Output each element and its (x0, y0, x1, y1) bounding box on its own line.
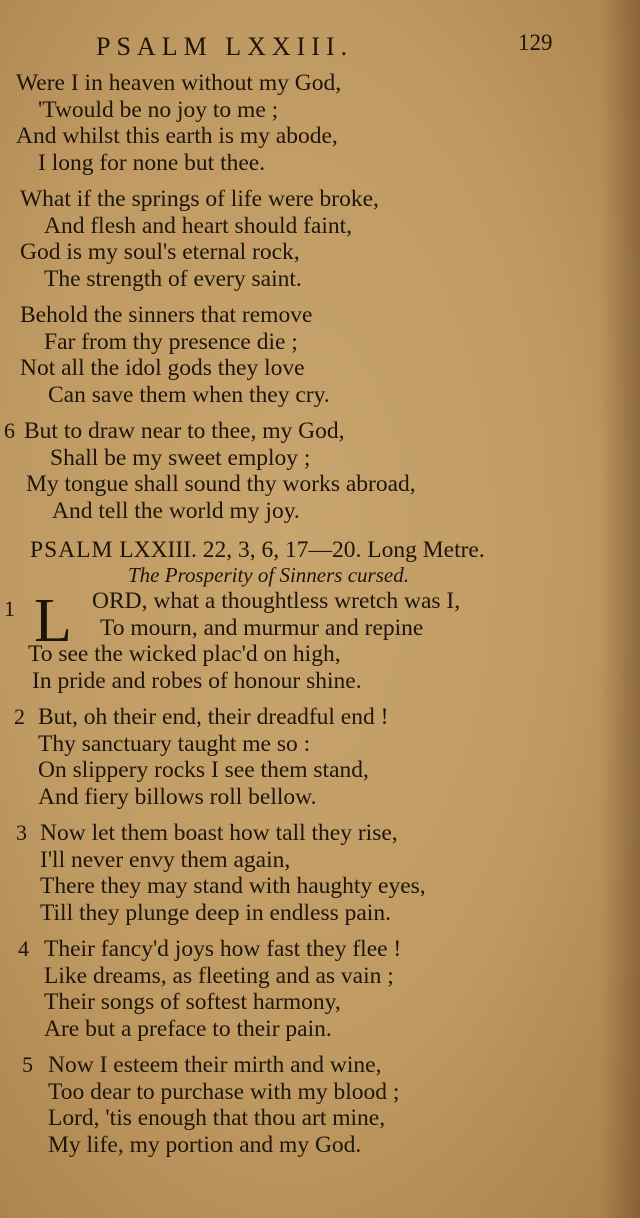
verse-line: Now I esteem their mirth and wine, (48, 1052, 382, 1078)
stanza-1 (0, 588, 640, 694)
psalm-title-text: LXXIII. 22, 3, 6, 17—20. Long Metre. (119, 537, 485, 563)
verse-line: Behold the sinners that remove (20, 302, 313, 328)
verse-line: On slippery rocks I see them stand, (38, 757, 369, 783)
stanza-upper-2 (0, 186, 640, 292)
verse-number: 5 (22, 1052, 33, 1077)
stanza-upper-3 (0, 302, 640, 408)
stanza-5 (0, 1052, 640, 1158)
verse-line: What if the springs of life were broke, (20, 186, 379, 212)
stanza-2 (0, 704, 640, 810)
page-number: 129 (518, 30, 553, 55)
verse-line: God is my soul's eternal rock, (20, 239, 300, 265)
verse-line: And fiery billows roll bellow. (38, 783, 317, 810)
verse-number: 2 (14, 704, 25, 729)
verse-line: Were I in heaven without my God, (16, 70, 342, 96)
stanza-upper-1 (0, 70, 640, 176)
verse-line: Shall be my sweet employ ; (50, 444, 311, 471)
verse-line: Like dreams, as fleeting and as vain ; (44, 962, 394, 989)
psalm-title (0, 536, 640, 564)
running-head: PSALM LXXIII. (96, 32, 354, 61)
verse-line: ORD, what a thoughtless wretch was I, (92, 588, 461, 614)
verse-number: 4 (18, 936, 29, 961)
verse-line: There they may stand with haughty eyes, (40, 873, 426, 899)
psalm-subtitle: The Prosperity of Sinners cursed. (128, 563, 409, 587)
verse-line: Not all the idol gods they love (20, 355, 305, 381)
verse-line: But to draw near to thee, my God, (24, 418, 345, 444)
verse-line: I long for none but thee. (38, 149, 266, 176)
verse-line: My life, my portion and my God. (48, 1131, 362, 1158)
verse-line: But, oh their end, their dreadful end ! (38, 704, 389, 730)
psalm-title-prefix: PSALM (30, 537, 114, 563)
stanza-4 (0, 936, 640, 1042)
verse-number: 6 (4, 418, 15, 443)
verse-line: Now let them boast how tall they rise, (40, 820, 398, 846)
verse-line: Their songs of softest harmony, (44, 989, 341, 1015)
verse-line: Till they plunge deep in endless pain. (40, 899, 391, 926)
verse-line: Lord, 'tis enough that thou art mine, (48, 1105, 386, 1131)
verse-line: Are but a preface to their pain. (44, 1015, 332, 1042)
verse-line: My tongue shall sound thy works abroad, (26, 471, 416, 497)
verse-line: The strength of every saint. (44, 265, 302, 292)
verse-line: 'Twould be no joy to me ; (38, 96, 279, 123)
verse-line: Thy sanctuary taught me so : (38, 730, 311, 757)
stanza-upper-4 (0, 418, 640, 524)
verse-line: And flesh and heart should faint, (44, 212, 353, 239)
page-header (0, 28, 640, 68)
verse-line: Their fancy'd joys how fast they flee ! (44, 936, 402, 962)
verse-line: Far from thy presence die ; (44, 328, 298, 355)
verse-line: To mourn, and murmur and repine (100, 614, 424, 641)
verse-line: Too dear to purchase with my blood ; (48, 1078, 400, 1105)
verse-line: In pride and robes of honour shine. (32, 667, 362, 694)
verse-line: Can save them when they cry. (48, 381, 330, 408)
verse-line: And whilst this earth is my abode, (16, 123, 338, 149)
verse-line: And tell the world my joy. (52, 497, 300, 524)
verse-number: 1 (4, 596, 15, 621)
verse-number: 3 (16, 820, 27, 845)
stanza-3 (0, 820, 640, 926)
drop-cap: L (34, 587, 72, 655)
verse-line: To see the wicked plac'd on high, (28, 641, 341, 667)
page-content (0, 70, 640, 1168)
verse-line: I'll never envy them again, (40, 846, 291, 873)
